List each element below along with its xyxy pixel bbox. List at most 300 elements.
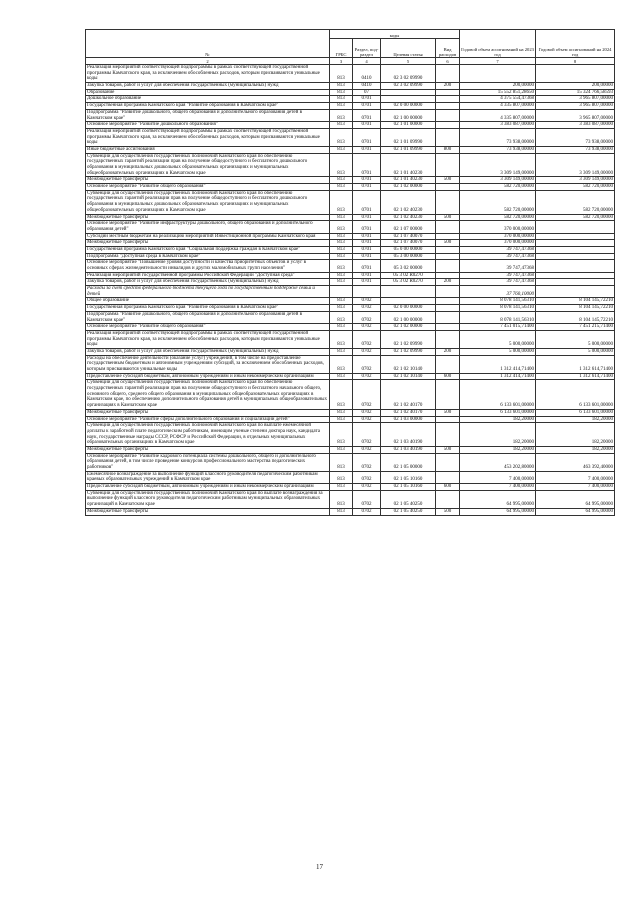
row-target-article: 02 1 01 40230 (381, 177, 436, 184)
row-amount-2023: 182,20000 (460, 446, 536, 453)
row-amount-2023: 39 747,47368 (460, 272, 536, 279)
row-name: Ежемесячное вознаграждение за выполнение функций классного руководителя педагогическим работникам краевых образовательных учреждений в Камчатском крае (86, 471, 330, 483)
row-razdel: 0701 (353, 190, 381, 214)
row-name: Предоставление субсидий бюджетным, автономным учреждениям и иным некоммерческим организациям (86, 373, 330, 380)
table-row (86, 96, 615, 103)
table-row (86, 221, 615, 233)
row-target-article: 02 1 02 40170 (381, 380, 436, 409)
row-grbs: 813 (330, 96, 353, 103)
row-target-article: 02 1 01 00000 (381, 122, 436, 129)
row-target-article: 02 1 03 40190 (381, 446, 436, 453)
row-target-article: 02 1 05 40250 (381, 490, 436, 508)
col-num: 5 (381, 58, 436, 65)
row-name: Реализация мероприятий соответствующей подпрограммы в рамках соответствующей государственной программы Камчатского края, за исключением обособленных расходов, которым присваиваются уникальные коды (86, 65, 330, 83)
table-row (86, 240, 615, 247)
row-amount-2023: 8 078 141,56310 (460, 305, 536, 312)
row-name: Субвенции для осуществления государственных полномочий Камчатского края по выплате вознаграждения за выполнение функций классного руководителя педагогическим работникам муниципальных образовательных организаций в Камчатском крае (86, 490, 330, 508)
row-grbs: 813 (330, 253, 353, 260)
row-expense-type: 500 (436, 214, 460, 221)
row-amount-2023: 7 400,00000 (460, 484, 536, 491)
table-row (86, 330, 615, 348)
row-expense-type: 500 (436, 177, 460, 184)
row-amount-2023: 182,20000 (460, 416, 536, 423)
row-expense-type (436, 65, 460, 83)
table-row (86, 380, 615, 409)
row-grbs: 813 (330, 146, 353, 153)
row-name: Государственная программа Камчатского края "Развитие образования в Камчатском крае" (86, 103, 330, 110)
row-amount-2023: 3 309 149,00000 (460, 177, 536, 184)
row-expense-type: 200 (436, 348, 460, 355)
row-amount-2023: 73 938,00000 (460, 128, 536, 146)
row-amount-2024: 200,00000 (536, 83, 615, 90)
row-name: Закупка товаров, работ и услуг для обеспечения государственных (муниципальных) нужд (86, 348, 330, 355)
row-expense-type: 200 (436, 83, 460, 90)
col-header-razdel: Раздел, под-раздел (353, 39, 381, 58)
table-row (86, 373, 615, 380)
row-grbs: 813 (330, 260, 353, 272)
row-amount-2024: 6 133 601,00000 (536, 380, 615, 409)
table-row (86, 233, 615, 240)
row-amount-2024: 8 104 145,72210 (536, 298, 615, 305)
row-amount-2024 (536, 286, 615, 298)
row-amount-2023: 1 312 414,71400 (460, 373, 536, 380)
row-amount-2024: 582 720,00000 (536, 214, 615, 221)
page-number: 17 (316, 863, 323, 871)
row-name: Межбюджетные трансферты (86, 214, 330, 221)
row-grbs: 813 (330, 89, 353, 96)
row-name: Закупка товаров, работ и услуг для обеспечения государственных (муниципальных) нужд (86, 279, 330, 286)
row-grbs: 813 (330, 240, 353, 247)
row-amount-2023: 7 400,00000 (460, 471, 536, 483)
row-grbs: 813 (330, 446, 353, 453)
row-grbs: 813 (330, 348, 353, 355)
row-grbs: 813 (330, 177, 353, 184)
row-razdel: 0701 (353, 128, 381, 146)
row-target-article: 02 1 01 40230 (381, 153, 436, 177)
row-razdel: 0410 (353, 65, 381, 83)
table-row (86, 324, 615, 331)
row-amount-2024: 182,20000 (536, 416, 615, 423)
col-header-codes: коды (330, 30, 460, 39)
row-expense-type: 500 (436, 446, 460, 453)
row-razdel: 0701 (353, 272, 381, 279)
row-target-article (381, 96, 436, 103)
row-amount-2024 (536, 65, 615, 83)
row-target-article: 02 3 02 09990 (381, 65, 436, 83)
row-name: Дошкольное образование (86, 96, 330, 103)
row-grbs: 813 (330, 122, 353, 129)
row-amount-2023: 5 000,00000 (460, 330, 536, 348)
row-amount-2024 (536, 233, 615, 240)
row-expense-type (436, 96, 460, 103)
row-target-article: 02 3 02 09990 (381, 83, 436, 90)
row-name: Расходы за счет средств федерального бюджета текущего года по государственным поддержке семьи и детей (86, 286, 330, 298)
row-expense-type (436, 490, 460, 508)
row-amount-2024 (536, 221, 615, 233)
col-num: 4 (353, 58, 381, 65)
row-name: Образование (86, 89, 330, 96)
row-expense-type (436, 471, 460, 483)
table-row (86, 146, 615, 153)
row-name: Подпрограмма "Доступная среда в Камчатском крае" (86, 253, 330, 260)
budget-table (85, 29, 615, 516)
row-name: Межбюджетные трансферты (86, 409, 330, 416)
row-razdel: 0702 (353, 423, 381, 447)
row-razdel: 0702 (353, 311, 381, 323)
row-expense-type (436, 103, 460, 110)
row-amount-2024 (536, 260, 615, 272)
row-razdel: 0701 (353, 221, 381, 233)
row-name: Межбюджетные трансферты (86, 177, 330, 184)
row-name: Субсидии местным бюджетам на реализацию мероприятий Инвестиционной программы Камчатского края (86, 233, 330, 240)
row-name: Основное мероприятие "Повышение уровня доступности и качества приоритетных объектов и услуг в основных сферах жизнедеятельности инвалидов и других маломобильных групп населения" (86, 260, 330, 272)
table-row (86, 446, 615, 453)
row-name: Государственная программа Камчатского края "Развитие образования в Камчатском крае" (86, 305, 330, 312)
row-razdel: 0701 (353, 184, 381, 191)
row-amount-2024: 1 312 614,71400 (536, 355, 615, 373)
row-razdel: 0702 (353, 324, 381, 331)
row-amount-2023: 370 000,00000 (460, 221, 536, 233)
row-target-article: 02 1 07 40070 (381, 233, 436, 240)
row-amount-2024: 73 938,00000 (536, 146, 615, 153)
row-amount-2024: 8 104 145,72210 (536, 305, 615, 312)
table-row (86, 260, 615, 272)
row-amount-2024: 3 965 807,00000 (536, 109, 615, 121)
row-amount-2023: 6 133 601,00000 (460, 380, 536, 409)
row-target-article: 02 1 02 00000 (381, 324, 436, 331)
table-row (86, 409, 615, 416)
row-amount-2024: 7 400,00000 (536, 471, 615, 483)
row-name: Реализация мероприятий государственной программы Российской Федерации "Доступная среда" (86, 272, 330, 279)
row-amount-2024 (536, 240, 615, 247)
row-razdel: 0702 (353, 490, 381, 508)
row-amount-2023: 39 747,47368 (460, 260, 536, 272)
row-amount-2023 (460, 65, 536, 83)
row-amount-2024: 3 309 149,00000 (536, 177, 615, 184)
row-razdel: 0702 (353, 348, 381, 355)
row-expense-type (436, 324, 460, 331)
row-amount-2024: 582 720,00000 (536, 184, 615, 191)
row-name: Субвенции для осуществления государственных полномочий Камчатского края по обеспечению государственных гарантий реализации прав на получение общедоступного и бесплатного начального общего, основного общего, среднего общего образования в муниципальных общеобразовательных организациях в Камчатском крае, по обеспечению дополнительного образования детей в муниципальных общеобразовательных организациях в Камчатском крае (86, 380, 330, 409)
row-expense-type (436, 453, 460, 471)
row-target-article: 05 0 00 00000 (381, 246, 436, 253)
row-amount-2023: 1 312 414,71400 (460, 355, 536, 373)
row-target-article: 02 1 02 09990 (381, 348, 436, 355)
row-target-article: 02 1 02 40230 (381, 214, 436, 221)
row-razdel: 0701 (353, 109, 381, 121)
row-expense-type (436, 253, 460, 260)
row-grbs: 813 (330, 246, 353, 253)
row-amount-2024: 64 995,00000 (536, 490, 615, 508)
budget-table-container (85, 29, 614, 516)
row-grbs: 813 (330, 272, 353, 279)
row-amount-2024: 7 451 215,71400 (536, 324, 615, 331)
row-amount-2024: 463 392,40000 (536, 453, 615, 471)
row-target-article: 02 1 05 10160 (381, 471, 436, 483)
table-row (86, 253, 615, 260)
row-razdel: 0701 (353, 214, 381, 221)
table-row (86, 109, 615, 121)
row-amount-2023: 582 720,00000 (460, 190, 536, 214)
row-name: Основное мероприятие "Развитие инфраструктуры дошкольного, общего образования и дополнительного образования детей" (86, 221, 330, 233)
row-grbs: 813 (330, 233, 353, 240)
row-razdel: 0702 (353, 416, 381, 423)
row-razdel: 0702 (353, 355, 381, 373)
row-target-article: 02 1 02 10140 (381, 373, 436, 380)
row-razdel: 0701 (353, 279, 381, 286)
row-target-article: 05 3 02 00000 (381, 260, 436, 272)
row-expense-type: 500 (436, 409, 460, 416)
row-grbs: 813 (330, 214, 353, 221)
row-name: Основное мероприятие "Развитие общего образования" (86, 184, 330, 191)
row-amount-2024: 3 383 087,00000 (536, 122, 615, 129)
row-target-article (381, 298, 436, 305)
row-razdel: 0702 (353, 373, 381, 380)
row-amount-2023: 64 995,00000 (460, 490, 536, 508)
table-row (86, 128, 615, 146)
row-amount-2024 (536, 272, 615, 279)
row-grbs: 813 (330, 221, 353, 233)
row-grbs: 813 (330, 65, 353, 83)
row-expense-type (436, 416, 460, 423)
row-target-article: 02 1 07 40070 (381, 240, 436, 247)
row-amount-2024: 6 133 601,00000 (536, 409, 615, 416)
row-grbs: 813 (330, 484, 353, 491)
row-name: Основное мероприятие "Развитие сферы дополнительного образования и социализации детей" (86, 416, 330, 423)
row-expense-type: 500 (436, 240, 460, 247)
row-amount-2024: 3 309 149,00000 (536, 153, 615, 177)
row-amount-2023: 3 309 149,00000 (460, 153, 536, 177)
col-num: 2 (86, 58, 330, 65)
row-grbs: 813 (330, 355, 353, 373)
table-row (86, 103, 615, 110)
row-amount-2024 (536, 253, 615, 260)
row-amount-2023: 453 202,80000 (460, 453, 536, 471)
row-name: Основное мероприятие "Развитие дошкольного образования" (86, 122, 330, 129)
row-expense-type (436, 330, 460, 348)
row-target-article: 02 1 03 00000 (381, 416, 436, 423)
row-razdel: 0701 (353, 96, 381, 103)
row-target-article (381, 89, 436, 96)
row-grbs: 813 (330, 311, 353, 323)
row-grbs: 813 (330, 380, 353, 409)
row-name: Межбюджетные трансферты (86, 508, 330, 515)
row-expense-type (436, 305, 460, 312)
row-grbs: 813 (330, 83, 353, 90)
row-amount-2024: 5 000,00000 (536, 348, 615, 355)
table-row (86, 153, 615, 177)
row-amount-2023: 4 335 807,00000 (460, 103, 536, 110)
row-amount-2023: 39 747,47368 (460, 246, 536, 253)
row-razdel: 0701 (353, 103, 381, 110)
row-target-article (381, 286, 436, 298)
row-target-article: 02 0 00 00000 (381, 103, 436, 110)
col-header-celevaya: Целевая статья (381, 39, 436, 58)
row-amount-2024: 64 995,00000 (536, 508, 615, 515)
row-name: Государственная программа Камчатского края "Социальная поддержка граждан в Камчатском крае" (86, 246, 330, 253)
row-grbs: 813 (330, 190, 353, 214)
row-grbs: 813 (330, 409, 353, 416)
table-row (86, 279, 615, 286)
row-name: Общее образование (86, 298, 330, 305)
row-name: Основное мероприятие "Развитие кадрового потенциала системы дошкольного, общего и дополнительного образования детей, в том числе проведение конкурсов профессионального мастерства педагогических работников" (86, 453, 330, 471)
row-razdel: 0702 (353, 330, 381, 348)
row-name: Реализация мероприятий соответствующей подпрограммы в рамках соответствующей государственной программы Камчатского края, за исключением обособленных расходов, которым присваиваются уникальные коды (86, 128, 330, 146)
row-target-article: 02 1 03 40190 (381, 423, 436, 447)
row-amount-2024 (536, 279, 615, 286)
col-header-no: № (86, 30, 330, 58)
row-razdel: 0701 (353, 233, 381, 240)
row-expense-type: 600 (436, 373, 460, 380)
table-row (86, 508, 615, 515)
table-row (86, 65, 615, 83)
row-amount-2023: 582 720,00000 (460, 214, 536, 221)
row-target-article: 02 1 05 00000 (381, 453, 436, 471)
row-expense-type (436, 260, 460, 272)
col-header-2023: Годовой объем ассигнований на 2023 год (460, 30, 536, 58)
row-razdel: 0702 (353, 446, 381, 453)
row-expense-type: 800 (436, 146, 460, 153)
column-numbers (86, 58, 615, 65)
row-expense-type (436, 380, 460, 409)
row-razdel: 0701 (353, 260, 381, 272)
table-note-row (86, 286, 615, 298)
col-header-grbs: ГРБС (330, 39, 353, 58)
row-grbs (330, 286, 353, 298)
row-target-article: 02 1 00 00000 (381, 109, 436, 121)
row-target-article: 02 1 02 09990 (381, 330, 436, 348)
row-name: Межбюджетные трансферты (86, 240, 330, 247)
table-row (86, 471, 615, 483)
col-header-vid: Вид расходов (436, 39, 460, 58)
table-row (86, 190, 615, 214)
row-grbs: 813 (330, 298, 353, 305)
row-target-article: 02 1 02 00000 (381, 184, 436, 191)
row-amount-2023: 64 995,00000 (460, 508, 536, 515)
table-row (86, 272, 615, 279)
row-target-article: 02 1 01 09990 (381, 146, 436, 153)
row-razdel: 0702 (353, 380, 381, 409)
table-row (86, 305, 615, 312)
row-amount-2023: 39 747,47368 (460, 279, 536, 286)
table-row (86, 184, 615, 191)
row-amount-2023: 182,20000 (460, 423, 536, 447)
row-razdel: 0701 (353, 246, 381, 253)
row-grbs: 813 (330, 279, 353, 286)
table-row (86, 423, 615, 447)
row-expense-type (436, 272, 460, 279)
table-body (86, 65, 615, 516)
row-expense-type: 600 (436, 484, 460, 491)
row-grbs: 813 (330, 508, 353, 515)
row-name: Субвенции для осуществления государственных полномочий Камчатского края по обеспечению государственных гарантий реализации прав на получение общедоступного и бесплатного дошкольного образования в муниципальных дошкольных образовательных организациях и муниципальных общеобразовательных организациях в Камчатском крае (86, 153, 330, 177)
row-amount-2023: 582 720,00000 (460, 184, 536, 191)
row-razdel: 0702 (353, 508, 381, 515)
row-amount-2023: 370 000,00000 (460, 240, 536, 247)
row-grbs: 813 (330, 324, 353, 331)
row-razdel (353, 286, 381, 298)
row-expense-type (436, 311, 460, 323)
row-razdel: 0701 (353, 177, 381, 184)
row-amount-2023: 39 747,47368 (460, 253, 536, 260)
row-razdel: 0701 (353, 146, 381, 153)
row-amount-2023: 370 000,00000 (460, 233, 536, 240)
row-name: Расходы на обеспечение деятельности (оказание услуг) учреждений, в том числе на предоставление государственным бюджетным и автономным учреждениям субсидий, за исключением обособленных расходов, которым присваиваются уникальные коды (86, 355, 330, 373)
row-grbs: 813 (330, 330, 353, 348)
row-grbs: 813 (330, 471, 353, 483)
table-row (86, 83, 615, 90)
row-razdel: 0702 (353, 453, 381, 471)
table-row (86, 416, 615, 423)
row-amount-2023: 73 938,00000 (460, 146, 536, 153)
row-target-article: 02 1 05 40250 (381, 508, 436, 515)
row-amount-2023: 5 000,00000 (460, 348, 536, 355)
row-razdel: 0701 (353, 240, 381, 247)
row-target-article: 02 1 02 40230 (381, 190, 436, 214)
table-row (86, 348, 615, 355)
row-grbs: 813 (330, 184, 353, 191)
table-row (86, 177, 615, 184)
row-amount-2024: 7 400,00000 (536, 484, 615, 491)
row-expense-type (436, 233, 460, 240)
row-amount-2024: 182,20000 (536, 423, 615, 447)
col-num: 6 (436, 58, 460, 65)
row-grbs: 813 (330, 490, 353, 508)
row-grbs: 813 (330, 416, 353, 423)
row-expense-type (436, 89, 460, 96)
row-grbs: 813 (330, 453, 353, 471)
row-amount-2024: 5 000,00000 (536, 330, 615, 348)
row-amount-2024: 182,20000 (536, 446, 615, 453)
col-num: 3 (330, 58, 353, 65)
row-amount-2024: 73 938,00000 (536, 128, 615, 146)
row-target-article: 02 0 00 00000 (381, 305, 436, 312)
row-amount-2023: 6 133 601,00000 (460, 409, 536, 416)
row-expense-type: 200 (436, 279, 460, 286)
row-amount-2023: 3 383 087,00000 (460, 122, 536, 129)
row-amount-2023: 37 760,10000 (460, 286, 536, 298)
row-name: Предоставление субсидий бюджетным, автономным учреждениям и иным некоммерческим организациям (86, 484, 330, 491)
row-razdel: 07 (353, 89, 381, 96)
row-amount-2023: 8 078 141,56310 (460, 311, 536, 323)
row-razdel: 0410 (353, 83, 381, 90)
row-razdel: 0702 (353, 484, 381, 491)
row-target-article: 02 1 05 10160 (381, 484, 436, 491)
row-amount-2023: 200,00000 (460, 83, 536, 90)
table-row (86, 355, 615, 373)
row-razdel: 0702 (353, 409, 381, 416)
row-grbs: 813 (330, 373, 353, 380)
row-amount-2024: 3 965 807,00000 (536, 103, 615, 110)
table-row (86, 298, 615, 305)
row-razdel: 0702 (353, 298, 381, 305)
row-name: Подпрограмма "Развитие дошкольного, общего образования и дополнительного образования детей в Камчатском крае" (86, 109, 330, 121)
row-expense-type (436, 246, 460, 253)
row-razdel: 0701 (353, 122, 381, 129)
col-num: 8 (536, 58, 615, 65)
row-expense-type (436, 221, 460, 233)
row-name: Закупка товаров, работ и услуг для обеспечения государственных (муниципальных) нужд (86, 83, 330, 90)
row-amount-2023: 4 335 807,00000 (460, 109, 536, 121)
row-expense-type (436, 184, 460, 191)
row-amount-2024: 8 104 145,72210 (536, 311, 615, 323)
table-row (86, 246, 615, 253)
row-amount-2024: 1 312 614,71400 (536, 373, 615, 380)
row-expense-type (436, 355, 460, 373)
row-amount-2023: 8 078 141,56310 (460, 298, 536, 305)
row-name: Субвенции для осуществления государственных полномочий Камчатского края по выплате ежемесячной доплаты к заработной плате педагогическим работникам, имеющим ученые степени доктора наук, кандидата наук, государственные награды СССР, РСФСР и Российской Федерации, в отдельных муниципальных образовательных организациях в Камчатском крае (86, 423, 330, 447)
row-expense-type (436, 423, 460, 447)
